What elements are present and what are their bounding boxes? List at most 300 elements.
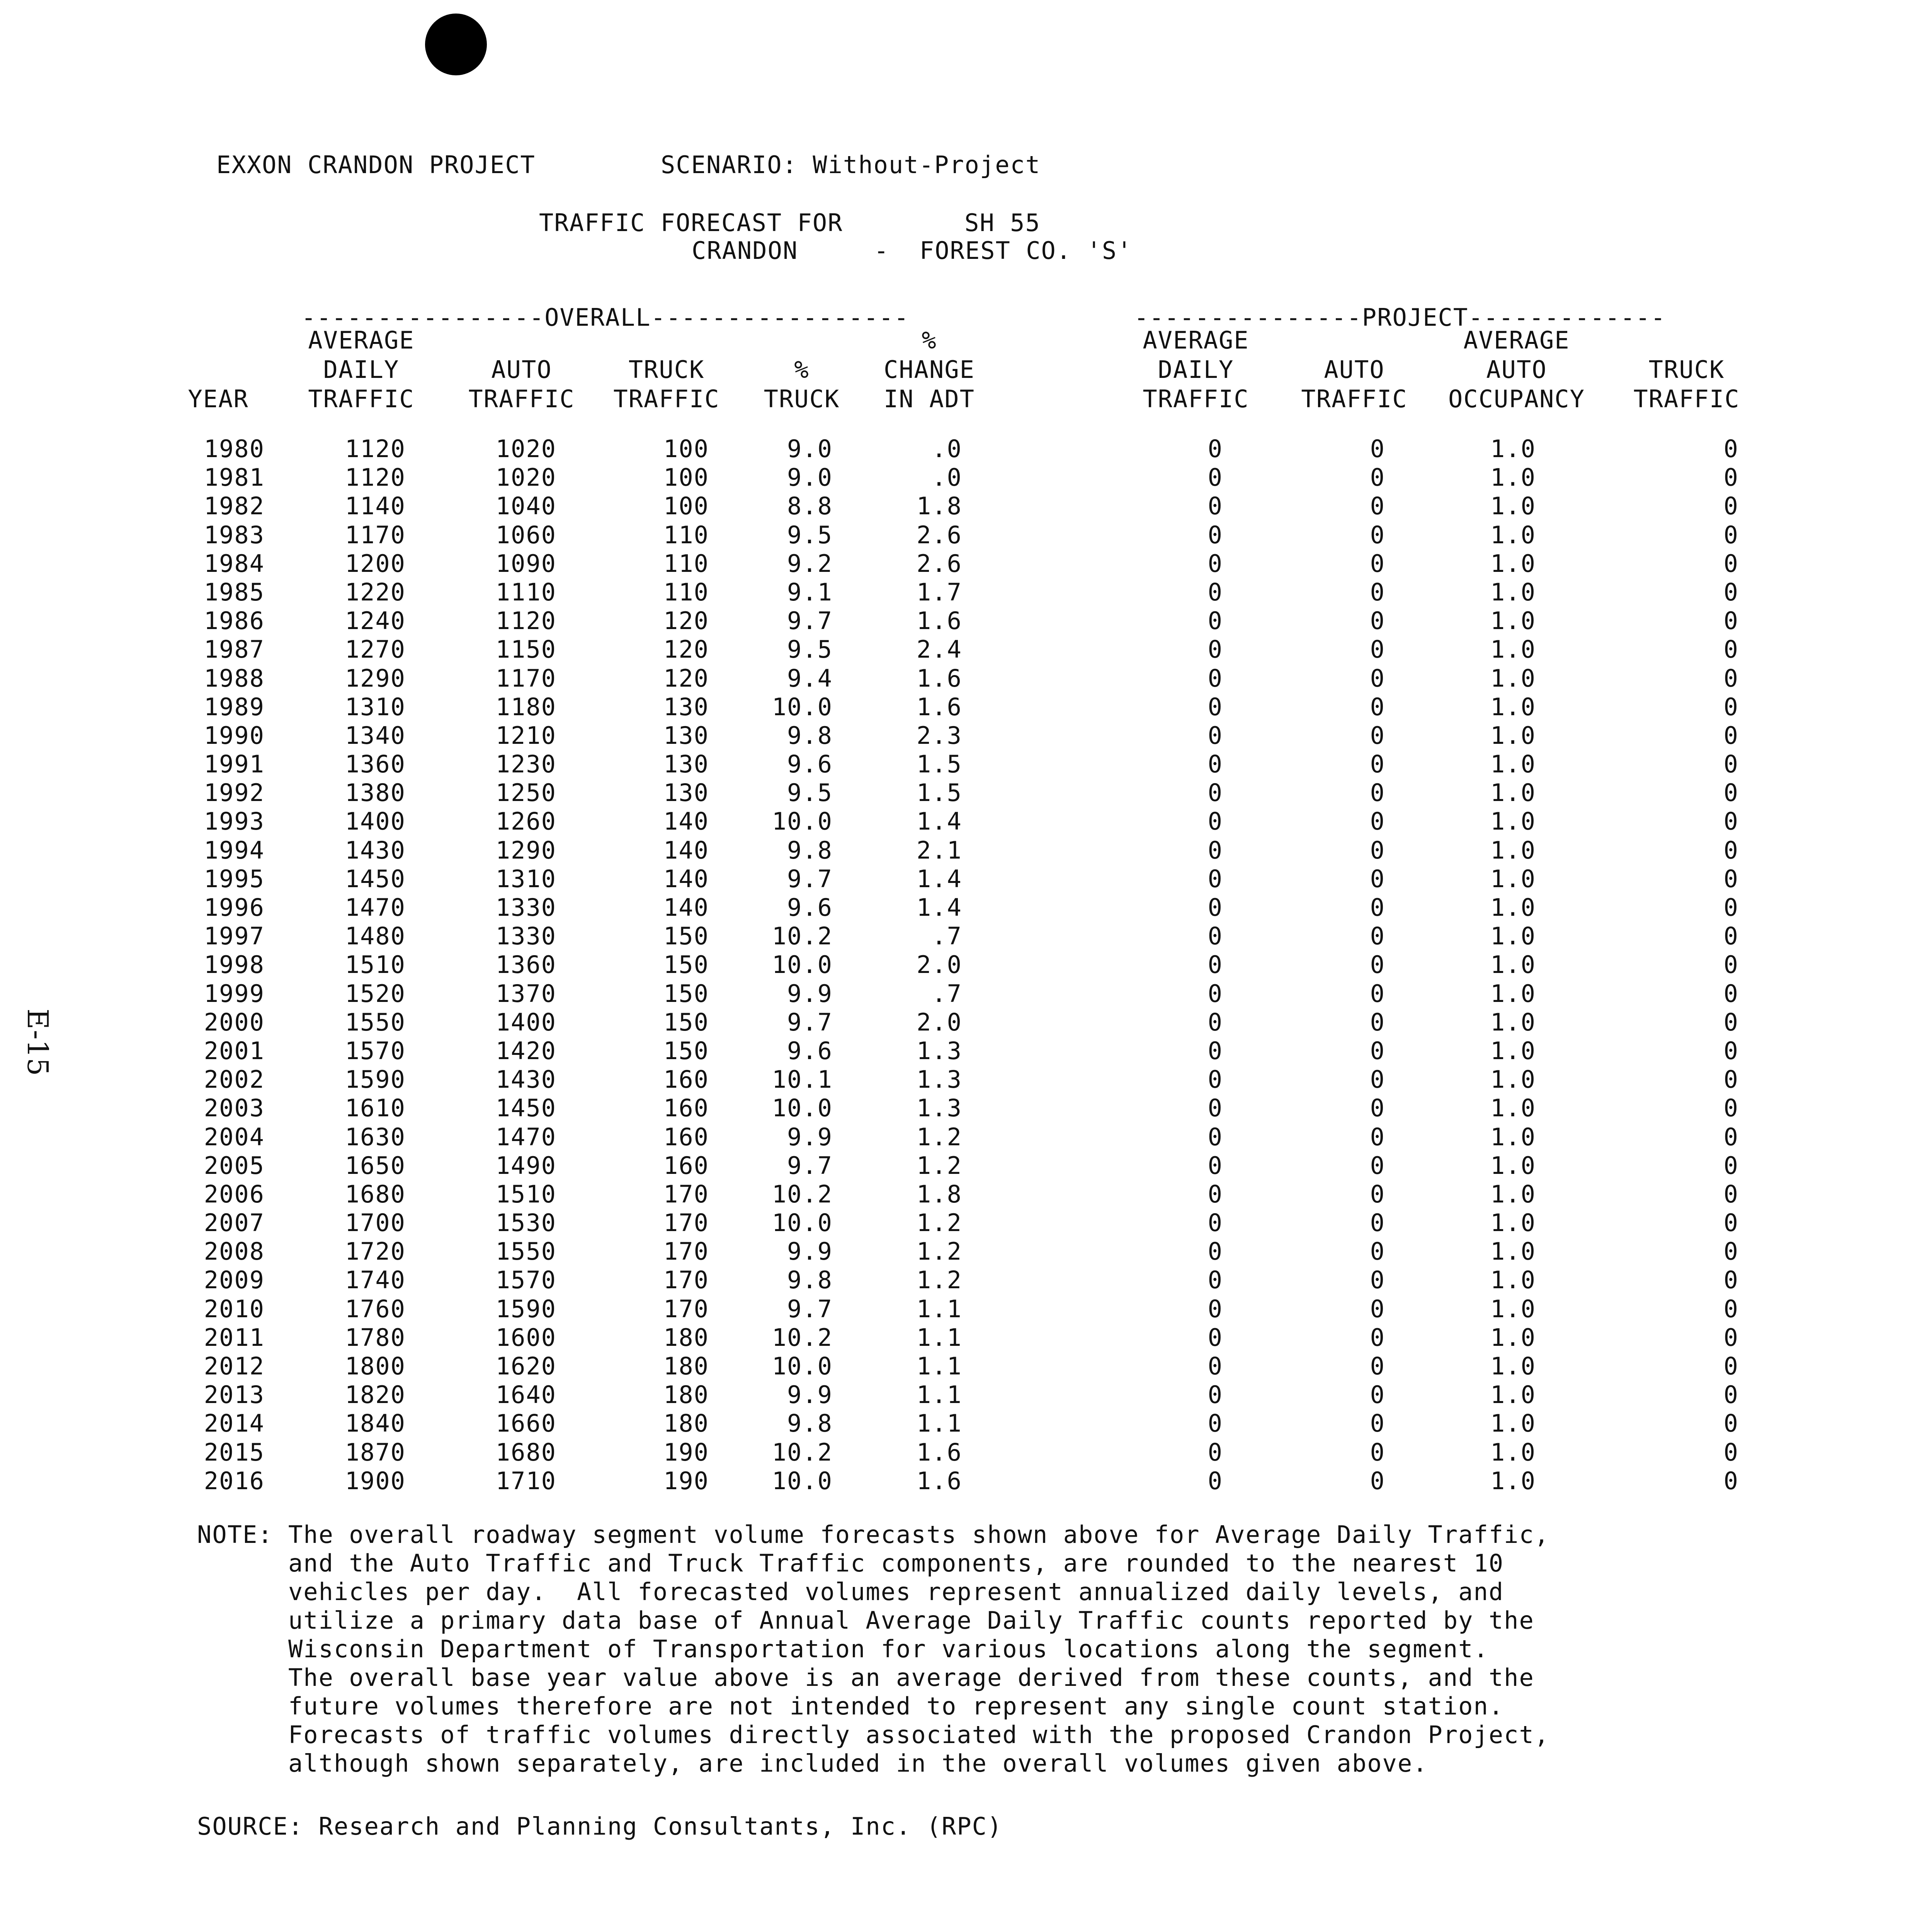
cell-year: 1992 [204, 779, 265, 807]
cell-pct_change: 1.2 [917, 1266, 962, 1294]
cell-truck: 150 [663, 922, 709, 951]
cell-p_adt: 0 [1208, 435, 1223, 463]
cell-p_auto: 0 [1370, 1151, 1385, 1180]
cell-auto: 1590 [495, 1294, 556, 1323]
cell-p_occ: 1.0 [1490, 578, 1536, 606]
cell-adt: 1760 [345, 1294, 406, 1323]
cell-auto: 1570 [495, 1266, 556, 1294]
column-header-pct_change: % CHANGE IN ADT [884, 326, 975, 413]
cell-adt: 1720 [345, 1237, 406, 1266]
cell-p_adt: 0 [1208, 1409, 1223, 1438]
cell-p_occ: 1.0 [1490, 1094, 1536, 1122]
cell-p_truck: 0 [1723, 635, 1739, 664]
cell-auto: 1470 [495, 1122, 556, 1151]
cell-p_auto: 0 [1370, 1122, 1385, 1151]
cell-truck: 180 [663, 1323, 709, 1352]
cell-year: 2002 [204, 1065, 265, 1094]
cell-pct_change: 1.6 [917, 1466, 962, 1495]
cell-p_truck: 0 [1723, 607, 1739, 635]
cell-truck: 150 [663, 951, 709, 979]
cell-p_truck: 0 [1723, 1094, 1739, 1122]
cell-p_occ: 1.0 [1490, 492, 1536, 520]
cell-adt: 1120 [345, 435, 406, 463]
cell-p_auto: 0 [1370, 492, 1385, 520]
cell-pct_change: 1.3 [917, 1065, 962, 1094]
cell-pct_truck: 9.8 [787, 721, 833, 750]
cell-year: 1988 [204, 664, 265, 692]
project-group-header: ---------------PROJECT------------- [1134, 303, 1666, 332]
forecast-title-line2: CRANDON - FOREST CO. 'S' [692, 236, 1133, 265]
cell-p_adt: 0 [1208, 578, 1223, 606]
cell-adt: 1820 [345, 1381, 406, 1409]
cell-adt: 1840 [345, 1409, 406, 1438]
cell-p_adt: 0 [1208, 979, 1223, 1008]
cell-pct_truck: 8.8 [787, 492, 833, 520]
cell-p_auto: 0 [1370, 922, 1385, 951]
cell-p_occ: 1.0 [1490, 1438, 1536, 1466]
cell-p_truck: 0 [1723, 721, 1739, 750]
note-text: NOTE: The overall roadway segment volume forecasts shown above for Average Daily Traffic, and the Auto Traffic and Truck Traffic components, are rounded to the nearest 10 vehicles per day. All forecasted volumes represent annualized daily levels, and utilize a primary data base of Annual Average Daily Traffic counts reported by the Wisconsin Department of Transportation for various locations along the segment. The overall base year value above is an average derived from these counts, and the future volumes therefore are not intended to represent any single count station. Forecasts of traffic volumes directly associated with the proposed Crandon Project, although shown separately, are included in the overall volumes given above. [197, 1520, 1550, 1777]
cell-truck: 130 [663, 779, 709, 807]
cell-year: 2012 [204, 1352, 265, 1380]
cell-adt: 1800 [345, 1352, 406, 1380]
cell-auto: 1260 [495, 807, 556, 836]
cell-pct_change: 1.4 [917, 864, 962, 893]
cell-p_adt: 0 [1208, 1266, 1223, 1294]
cell-adt: 1780 [345, 1323, 406, 1352]
cell-pct_truck: 9.6 [787, 750, 833, 779]
cell-p_occ: 1.0 [1490, 692, 1536, 721]
cell-p_auto: 0 [1370, 664, 1385, 692]
cell-p_occ: 1.0 [1490, 1036, 1536, 1065]
cell-p_truck: 0 [1723, 1008, 1739, 1036]
cell-p_auto: 0 [1370, 578, 1385, 606]
cell-truck: 120 [663, 607, 709, 635]
cell-year: 1993 [204, 807, 265, 836]
cell-year: 1991 [204, 750, 265, 779]
cell-p_auto: 0 [1370, 1008, 1385, 1036]
cell-truck: 110 [663, 520, 709, 549]
cell-p_truck: 0 [1723, 893, 1739, 922]
cell-p_truck: 0 [1723, 1209, 1739, 1237]
cell-adt: 1740 [345, 1266, 406, 1294]
cell-p_occ: 1.0 [1490, 750, 1536, 779]
cell-p_auto: 0 [1370, 520, 1385, 549]
cell-pct_truck: 9.0 [787, 435, 833, 463]
cell-p_auto: 0 [1370, 893, 1385, 922]
cell-auto: 1510 [495, 1180, 556, 1208]
cell-year: 2005 [204, 1151, 265, 1180]
cell-p_adt: 0 [1208, 463, 1223, 492]
cell-truck: 120 [663, 664, 709, 692]
cell-p_adt: 0 [1208, 1036, 1223, 1065]
cell-adt: 1510 [345, 951, 406, 979]
cell-p_truck: 0 [1723, 1294, 1739, 1323]
cell-truck: 130 [663, 750, 709, 779]
cell-p_truck: 0 [1723, 1237, 1739, 1266]
cell-p_truck: 0 [1723, 463, 1739, 492]
cell-adt: 1900 [345, 1466, 406, 1495]
cell-p_occ: 1.0 [1490, 1466, 1536, 1495]
cell-truck: 160 [663, 1094, 709, 1122]
forecast-title-line1: TRAFFIC FORECAST FOR SH 55 [539, 209, 1041, 237]
cell-p_truck: 0 [1723, 1352, 1739, 1380]
cell-p_occ: 1.0 [1490, 721, 1536, 750]
project-title: EXXON CRANDON PROJECT [216, 151, 536, 179]
cell-year: 1982 [204, 492, 265, 520]
cell-p_adt: 0 [1208, 721, 1223, 750]
overall-group-header: ----------------OVERALL----------------- [301, 303, 910, 332]
cell-year: 1984 [204, 549, 265, 578]
cell-year: 2000 [204, 1008, 265, 1036]
cell-auto: 1710 [495, 1466, 556, 1495]
cell-pct_truck: 9.1 [787, 578, 833, 606]
cell-p_occ: 1.0 [1490, 836, 1536, 864]
cell-truck: 100 [663, 463, 709, 492]
cell-pct_truck: 9.5 [787, 635, 833, 664]
punch-hole-left [425, 14, 487, 75]
cell-pct_change: 1.1 [917, 1294, 962, 1323]
cell-adt: 1450 [345, 864, 406, 893]
cell-auto: 1170 [495, 664, 556, 692]
cell-pct_change: 2.0 [917, 951, 962, 979]
cell-truck: 190 [663, 1438, 709, 1466]
cell-adt: 1570 [345, 1036, 406, 1065]
scenario-label: SCENARIO: Without-Project [661, 151, 1041, 179]
cell-pct_truck: 10.2 [772, 1180, 833, 1208]
cell-auto: 1020 [495, 463, 556, 492]
cell-p_occ: 1.0 [1490, 607, 1536, 635]
cell-auto: 1090 [495, 549, 556, 578]
cell-p_adt: 0 [1208, 492, 1223, 520]
cell-pct_truck: 9.4 [787, 664, 833, 692]
cell-truck: 140 [663, 836, 709, 864]
cell-p_truck: 0 [1723, 951, 1739, 979]
cell-year: 2001 [204, 1036, 265, 1065]
column-header-adt: AVERAGE DAILY TRAFFIC [308, 326, 415, 413]
cell-year: 2011 [204, 1323, 265, 1352]
cell-truck: 150 [663, 979, 709, 1008]
cell-truck: 120 [663, 635, 709, 664]
cell-auto: 1620 [495, 1352, 556, 1380]
cell-p_truck: 0 [1723, 1323, 1739, 1352]
cell-year: 2015 [204, 1438, 265, 1466]
cell-year: 1997 [204, 922, 265, 951]
cell-p_truck: 0 [1723, 549, 1739, 578]
cell-pct_change: 2.6 [917, 549, 962, 578]
cell-adt: 1310 [345, 692, 406, 721]
cell-p_adt: 0 [1208, 1466, 1223, 1495]
cell-p_truck: 0 [1723, 1381, 1739, 1409]
cell-adt: 1170 [345, 520, 406, 549]
cell-p_adt: 0 [1208, 1122, 1223, 1151]
cell-adt: 1270 [345, 635, 406, 664]
cell-p_occ: 1.0 [1490, 1352, 1536, 1380]
cell-auto: 1660 [495, 1409, 556, 1438]
cell-p_adt: 0 [1208, 635, 1223, 664]
cell-p_occ: 1.0 [1490, 1381, 1536, 1409]
cell-p_auto: 0 [1370, 979, 1385, 1008]
cell-year: 2016 [204, 1466, 265, 1495]
cell-p_adt: 0 [1208, 664, 1223, 692]
cell-p_occ: 1.0 [1490, 435, 1536, 463]
cell-p_adt: 0 [1208, 1180, 1223, 1208]
cell-p_truck: 0 [1723, 435, 1739, 463]
cell-adt: 1340 [345, 721, 406, 750]
cell-year: 1990 [204, 721, 265, 750]
cell-p_occ: 1.0 [1490, 979, 1536, 1008]
cell-truck: 180 [663, 1381, 709, 1409]
cell-pct_change: .7 [932, 979, 962, 1008]
cell-pct_truck: 9.9 [787, 1122, 833, 1151]
cell-auto: 1360 [495, 951, 556, 979]
cell-truck: 170 [663, 1266, 709, 1294]
cell-p_occ: 1.0 [1490, 864, 1536, 893]
cell-p_adt: 0 [1208, 893, 1223, 922]
cell-adt: 1650 [345, 1151, 406, 1180]
cell-pct_change: 1.2 [917, 1237, 962, 1266]
cell-p_auto: 0 [1370, 1209, 1385, 1237]
cell-pct_change: 1.6 [917, 664, 962, 692]
column-header-p_auto: AUTO TRAFFIC [1301, 355, 1408, 413]
cell-p_auto: 0 [1370, 635, 1385, 664]
cell-auto: 1310 [495, 864, 556, 893]
cell-pct_change: 2.6 [917, 520, 962, 549]
cell-truck: 190 [663, 1466, 709, 1495]
cell-pct_truck: 9.7 [787, 1008, 833, 1036]
cell-pct_truck: 9.6 [787, 1036, 833, 1065]
cell-auto: 1230 [495, 750, 556, 779]
cell-p_auto: 0 [1370, 435, 1385, 463]
cell-p_adt: 0 [1208, 750, 1223, 779]
cell-pct_truck: 10.0 [772, 807, 833, 836]
cell-adt: 1400 [345, 807, 406, 836]
cell-pct_change: 1.1 [917, 1352, 962, 1380]
cell-auto: 1640 [495, 1381, 556, 1409]
cell-year: 1998 [204, 951, 265, 979]
cell-auto: 1290 [495, 836, 556, 864]
cell-pct_truck: 10.0 [772, 1094, 833, 1122]
cell-auto: 1060 [495, 520, 556, 549]
cell-p_occ: 1.0 [1490, 664, 1536, 692]
cell-pct_truck: 10.2 [772, 1323, 833, 1352]
cell-p_auto: 0 [1370, 807, 1385, 836]
cell-adt: 1470 [345, 893, 406, 922]
cell-auto: 1040 [495, 492, 556, 520]
cell-p_adt: 0 [1208, 779, 1223, 807]
cell-p_truck: 0 [1723, 779, 1739, 807]
cell-pct_change: 1.1 [917, 1409, 962, 1438]
cell-p_auto: 0 [1370, 864, 1385, 893]
cell-pct_truck: 9.8 [787, 836, 833, 864]
cell-p_truck: 0 [1723, 922, 1739, 951]
cell-truck: 110 [663, 549, 709, 578]
cell-year: 1996 [204, 893, 265, 922]
column-header-p_occ: AVERAGE AUTO OCCUPANCY [1448, 326, 1585, 413]
cell-auto: 1490 [495, 1151, 556, 1180]
cell-pct_truck: 9.7 [787, 607, 833, 635]
cell-p_adt: 0 [1208, 1065, 1223, 1094]
column-header-p_adt: AVERAGE DAILY TRAFFIC [1143, 326, 1249, 413]
cell-p_auto: 0 [1370, 1036, 1385, 1065]
cell-p_occ: 1.0 [1490, 520, 1536, 549]
cell-p_truck: 0 [1723, 492, 1739, 520]
cell-pct_truck: 9.2 [787, 549, 833, 578]
cell-p_adt: 0 [1208, 1237, 1223, 1266]
cell-auto: 1180 [495, 692, 556, 721]
column-header-truck: TRUCK TRAFFIC [613, 355, 720, 413]
cell-pct_truck: 9.5 [787, 520, 833, 549]
cell-year: 1985 [204, 578, 265, 606]
cell-p_occ: 1.0 [1490, 1209, 1536, 1237]
cell-p_adt: 0 [1208, 1294, 1223, 1323]
cell-truck: 170 [663, 1237, 709, 1266]
cell-p_truck: 0 [1723, 692, 1739, 721]
cell-auto: 1550 [495, 1237, 556, 1266]
cell-adt: 1380 [345, 779, 406, 807]
cell-p_auto: 0 [1370, 692, 1385, 721]
cell-p_auto: 0 [1370, 549, 1385, 578]
cell-p_occ: 1.0 [1490, 635, 1536, 664]
cell-p_occ: 1.0 [1490, 1180, 1536, 1208]
cell-auto: 1020 [495, 435, 556, 463]
cell-p_truck: 0 [1723, 578, 1739, 606]
cell-truck: 100 [663, 435, 709, 463]
cell-adt: 1430 [345, 836, 406, 864]
cell-pct_change: 2.3 [917, 721, 962, 750]
cell-p_adt: 0 [1208, 1151, 1223, 1180]
cell-adt: 1610 [345, 1094, 406, 1122]
cell-p_adt: 0 [1208, 549, 1223, 578]
cell-auto: 1680 [495, 1438, 556, 1466]
cell-year: 2014 [204, 1409, 265, 1438]
cell-p_adt: 0 [1208, 807, 1223, 836]
cell-p_truck: 0 [1723, 807, 1739, 836]
cell-p_occ: 1.0 [1490, 1151, 1536, 1180]
cell-pct_truck: 10.0 [772, 1466, 833, 1495]
page-number-label: E-15 [21, 1009, 54, 1076]
cell-year: 2008 [204, 1237, 265, 1266]
cell-pct_truck: 9.7 [787, 864, 833, 893]
cell-adt: 1520 [345, 979, 406, 1008]
cell-p_auto: 0 [1370, 1237, 1385, 1266]
cell-truck: 180 [663, 1409, 709, 1438]
cell-p_auto: 0 [1370, 607, 1385, 635]
cell-p_occ: 1.0 [1490, 893, 1536, 922]
cell-pct_change: .0 [932, 463, 962, 492]
cell-pct_change: 1.1 [917, 1381, 962, 1409]
cell-p_adt: 0 [1208, 1008, 1223, 1036]
cell-truck: 130 [663, 692, 709, 721]
cell-year: 1986 [204, 607, 265, 635]
cell-truck: 140 [663, 807, 709, 836]
cell-auto: 1250 [495, 779, 556, 807]
cell-p_occ: 1.0 [1490, 1266, 1536, 1294]
cell-adt: 1240 [345, 607, 406, 635]
cell-p_truck: 0 [1723, 1438, 1739, 1466]
cell-p_adt: 0 [1208, 1209, 1223, 1237]
cell-p_occ: 1.0 [1490, 779, 1536, 807]
cell-p_adt: 0 [1208, 922, 1223, 951]
cell-truck: 180 [663, 1352, 709, 1380]
cell-year: 2004 [204, 1122, 265, 1151]
cell-adt: 1140 [345, 492, 406, 520]
cell-p_truck: 0 [1723, 1151, 1739, 1180]
cell-p_adt: 0 [1208, 836, 1223, 864]
cell-p_occ: 1.0 [1490, 1409, 1536, 1438]
cell-p_truck: 0 [1723, 979, 1739, 1008]
cell-pct_change: 2.0 [917, 1008, 962, 1036]
cell-truck: 110 [663, 578, 709, 606]
cell-year: 1999 [204, 979, 265, 1008]
cell-p_auto: 0 [1370, 779, 1385, 807]
cell-auto: 1370 [495, 979, 556, 1008]
cell-truck: 160 [663, 1151, 709, 1180]
cell-adt: 1680 [345, 1180, 406, 1208]
cell-pct_change: 1.6 [917, 1438, 962, 1466]
cell-adt: 1120 [345, 463, 406, 492]
cell-p_occ: 1.0 [1490, 1065, 1536, 1094]
cell-year: 1987 [204, 635, 265, 664]
cell-p_occ: 1.0 [1490, 1237, 1536, 1266]
column-header-year: YEAR [188, 385, 249, 413]
cell-year: 2007 [204, 1209, 265, 1237]
cell-pct_change: 1.8 [917, 492, 962, 520]
cell-p_auto: 0 [1370, 1094, 1385, 1122]
cell-p_truck: 0 [1723, 836, 1739, 864]
cell-p_truck: 0 [1723, 864, 1739, 893]
cell-pct_truck: 9.7 [787, 1151, 833, 1180]
cell-pct_truck: 10.0 [772, 692, 833, 721]
cell-pct_truck: 10.1 [772, 1065, 833, 1094]
cell-year: 1995 [204, 864, 265, 893]
cell-p_auto: 0 [1370, 1352, 1385, 1380]
cell-pct_change: 1.7 [917, 578, 962, 606]
cell-pct_change: 1.5 [917, 779, 962, 807]
column-header-auto: AUTO TRAFFIC [468, 355, 575, 413]
cell-auto: 1430 [495, 1065, 556, 1094]
cell-pct_change: 1.6 [917, 692, 962, 721]
cell-year: 2009 [204, 1266, 265, 1294]
cell-p_adt: 0 [1208, 951, 1223, 979]
cell-p_auto: 0 [1370, 750, 1385, 779]
cell-pct_truck: 10.2 [772, 1438, 833, 1466]
cell-adt: 1630 [345, 1122, 406, 1151]
source-text: SOURCE: Research and Planning Consultants, Inc. (RPC) [197, 1812, 1003, 1840]
cell-pct_change: 1.4 [917, 807, 962, 836]
cell-adt: 1480 [345, 922, 406, 951]
cell-p_occ: 1.0 [1490, 1323, 1536, 1352]
cell-pct_change: 1.2 [917, 1209, 962, 1237]
cell-p_occ: 1.0 [1490, 549, 1536, 578]
column-header-pct_truck: % TRUCK [764, 355, 840, 413]
cell-pct_truck: 9.8 [787, 1266, 833, 1294]
cell-auto: 1400 [495, 1008, 556, 1036]
cell-p_auto: 0 [1370, 836, 1385, 864]
cell-year: 2006 [204, 1180, 265, 1208]
cell-pct_change: 1.1 [917, 1323, 962, 1352]
cell-year: 1981 [204, 463, 265, 492]
cell-pct_truck: 9.9 [787, 979, 833, 1008]
cell-p_auto: 0 [1370, 1438, 1385, 1466]
cell-adt: 1700 [345, 1209, 406, 1237]
cell-year: 1994 [204, 836, 265, 864]
cell-p_occ: 1.0 [1490, 1122, 1536, 1151]
cell-truck: 150 [663, 1008, 709, 1036]
cell-pct_change: .0 [932, 435, 962, 463]
cell-pct_change: 1.6 [917, 607, 962, 635]
cell-p_truck: 0 [1723, 1266, 1739, 1294]
